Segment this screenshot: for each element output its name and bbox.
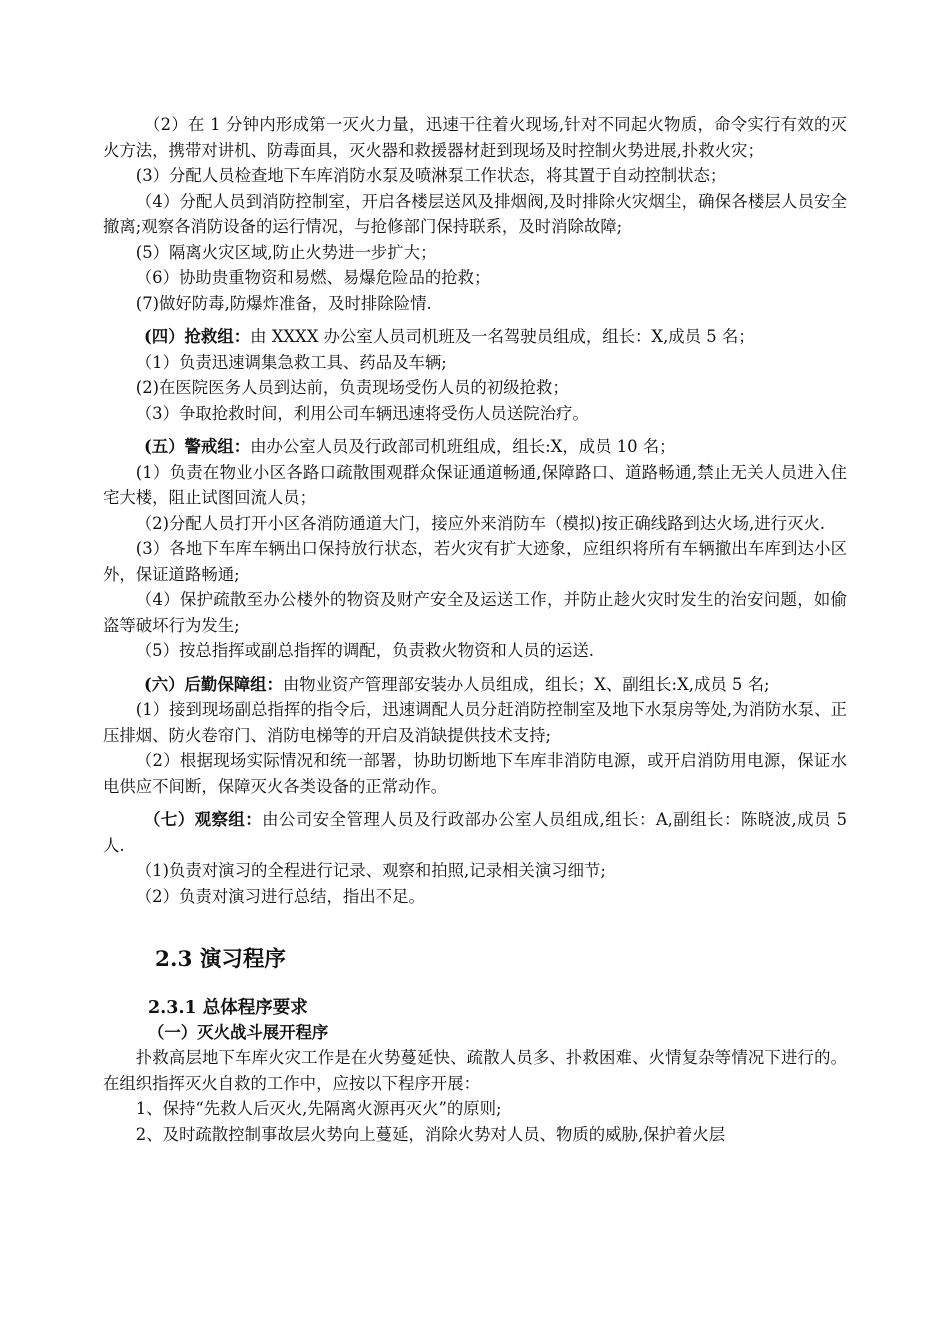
list-item: （4）保护疏散至办公楼外的物资及财产安全及运送工作，并防止趁火灾时发生的治安问题，如偷盗等破坏行为发生;: [103, 590, 847, 635]
list-item: (1）负责在物业小区各路口疏散围观群众保证通道畅通,保障路口、道路畅通,禁止无关人员进入住宅大楼，阻止试图回流人员；: [103, 462, 847, 507]
document-body: [103, 112, 847, 1147]
paragraph: 1、保持“先救人后灭火,先隔离火源再灭火”的原则;: [135, 1099, 502, 1118]
paragraph: 2、及时疏散控制事故层火势向上蔓延，消除火势对人员、物质的威胁,保护着火层: [135, 1124, 726, 1144]
paragraph: (3）分配人员检查地下车库消防水泵及喷淋泵工作状态，将其置于自动控制状态；: [135, 166, 727, 185]
section-heading: 2.3 演习程序: [155, 947, 286, 972]
list-item: （1）负责迅速调集急救工具、药品及车辆;: [135, 352, 447, 372]
list-item: (3）各地下车库车辆出口保持放行状态，若火灾有扩大迹象，应组织将所有车辆撤出车库到达小区外，保证道路畅通;: [103, 539, 847, 584]
paragraph: （4）分配人员到消防控制室，开启各楼层送风及排烟阀,及时排除火灾烟尘，确保各楼层人员安全撤离;观察各消防设备的运行情况，与抢修部门保持联系，及时消除故障;: [103, 191, 847, 236]
group-title: (六）后勤保障组：: [144, 674, 283, 694]
paragraph: （6）协助贵重物资和易燃、易爆危险品的抢救；: [135, 268, 491, 287]
paragraph: (5）隔离火灾区域,防止火势进一步扩大；: [135, 242, 437, 262]
group-title: (四）抢救组：: [144, 327, 251, 346]
list-item: (1）接到现场副总指挥的指令后，迅速调配人员分赶消防控制室及地下水泵房等处,为消防水泵、正压排烟、防火卷帘门、消防电梯等的开启及消缺提供技术支持;: [103, 700, 847, 745]
group-description: 由办公室人员及行政部司机班组成，组长:X，成员 10 名；: [250, 437, 676, 456]
sub-heading: （一）灭火战斗展开程序: [148, 1023, 329, 1042]
group-observer-heading: [103, 807, 847, 858]
group-guard-heading: [103, 434, 847, 460]
list-item: （2）负责对演习进行总结，指出不足。: [135, 886, 425, 906]
list-item: （2)分配人员打开小区各消防通道大门，接应外来消防车（模拟)按正确线路到达火场,进行灭火.: [135, 513, 826, 533]
paragraph: （2）在 1 分钟内形成第一灭火力量，迅速干往着火现场,针对不同起火物质，命令实行有效的灭火方法，携带对讲机、防毒面具，灭火器和救援器材赶到现场及时控制火势进展,扑救火灾；: [103, 115, 847, 160]
subsection-heading: 2.3.1 总体程序要求: [148, 998, 308, 1018]
paragraph: (7)做好防毒,防爆炸准备，及时排除险情.: [135, 293, 432, 313]
group-description: 由 XXXX 办公室人员司机班及一名驾驶员组成，组长：X,成员 5 名；: [250, 327, 755, 346]
paragraph: 扑救高层地下车库火灾工作是在火势蔓延快、疏散人员多、扑救困难、火情复杂等情况下进行的。在组织指挥灭火自救的工作中，应按以下程序开展：: [103, 1048, 847, 1093]
group-logistics-heading: [103, 672, 847, 698]
list-item: (2)在医院医务人员到达前，负责现场受伤人员的初级抢救；: [135, 378, 569, 397]
group-title: （七）观察组：: [144, 810, 263, 829]
group-description: 由公司安全管理人员及行政部办公室人员组成,组长：A,副组长：陈晓波,成员 5 人.: [103, 810, 848, 855]
list-item: （3）争取抢救时间，利用公司车辆迅速将受伤人员送院治疗。: [135, 403, 589, 423]
group-title: (五）警戒组：: [144, 437, 251, 456]
list-item: （1)负责对演习的全程进行记录、观察和拍照,记录相关演习细节;: [135, 861, 606, 880]
group-description: 由物业资产管理部安装办人员组成，组长；X、副组长:X,成员 5 名;: [282, 674, 770, 694]
list-item: （5）按总指挥或副总指挥的调配，负责救火物资和人员的运送.: [135, 641, 594, 660]
list-item: （2）根据现场实际情况和统一部署，协助切断地下车库非消防电源，或开启消防用电源，保证水电供应不间断，保障灭火各类设备的正常动作。: [103, 751, 847, 796]
group-rescue-heading: [103, 324, 847, 350]
